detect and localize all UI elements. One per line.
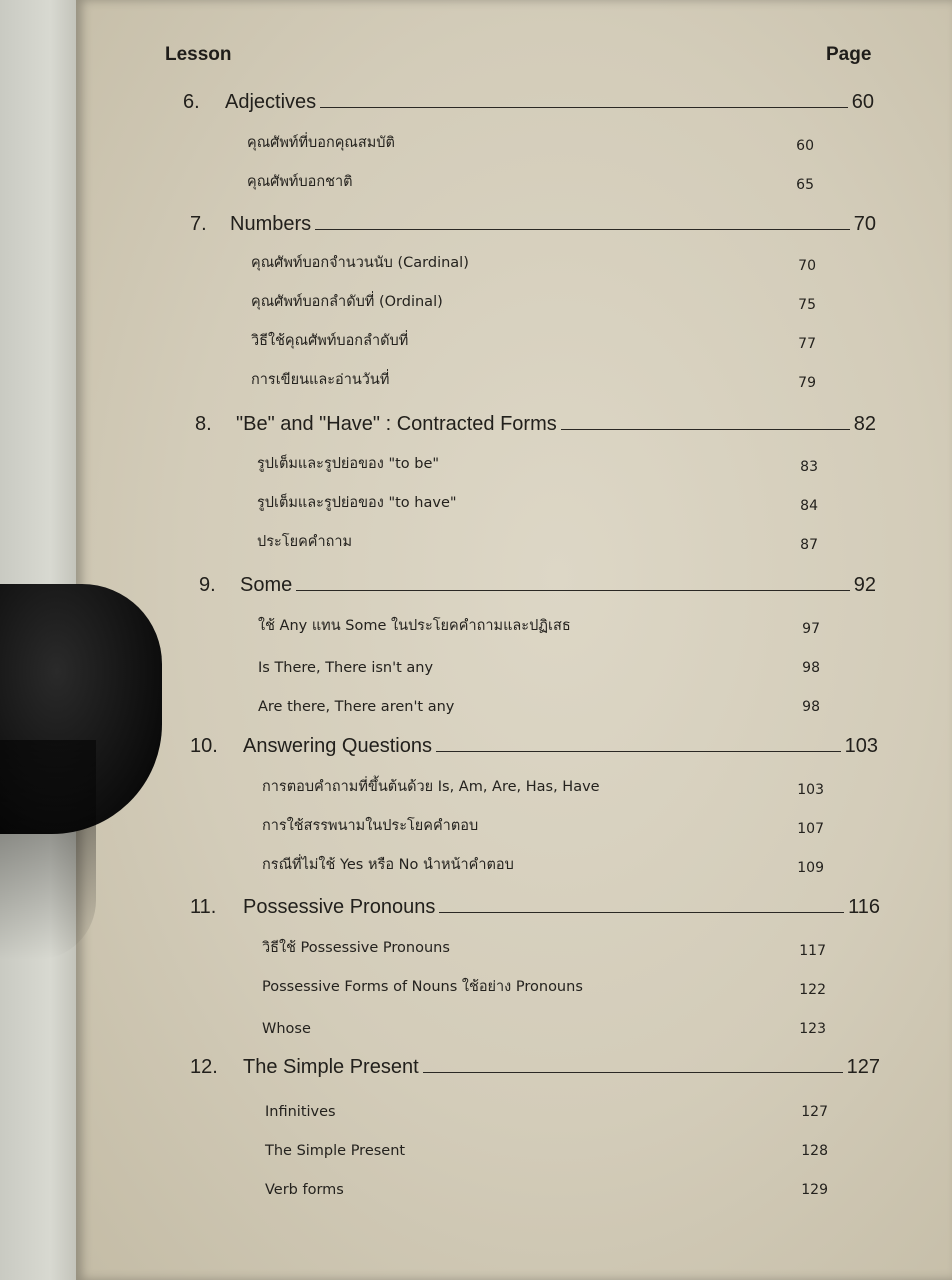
- subtopic-entry: [257, 529, 818, 553]
- subtopic-entry: [258, 613, 820, 637]
- lesson-number: 12.: [190, 1056, 218, 1078]
- lesson-entry: [183, 84, 874, 114]
- subtopic-page-number: 75: [798, 297, 816, 313]
- subtopic-entry: [262, 852, 824, 876]
- subtopic-title: กรณีที่ไม่ใช้ Yes หรือ No นำหน้าคำตอบ: [262, 857, 514, 873]
- subtopic-entry: [257, 490, 818, 514]
- subtopic-title: ใช้ Any แทน Some ในประโยคคำถามและปฏิเสธ: [258, 618, 571, 634]
- lesson-title: The Simple Present: [243, 1056, 419, 1078]
- subtopic-title: วิธีใช้ Possessive Pronouns: [262, 940, 450, 956]
- dot-leader: [436, 751, 841, 752]
- subtopic-entry: [262, 774, 824, 798]
- lesson-entry: [190, 889, 880, 919]
- subtopic-entry: [247, 130, 814, 154]
- subtopic-title: Verb forms: [265, 1182, 344, 1198]
- subtopic-entry: [251, 289, 816, 313]
- lesson-number: 8.: [195, 413, 212, 435]
- subtopic-title: คุณศัพท์บอกจำนวนนับ (Cardinal): [251, 255, 469, 271]
- subtopic-title: การตอบคำถามที่ขึ้นต้นด้วย Is, Am, Are, Has, Have: [262, 779, 600, 795]
- subtopic-page-number: 117: [799, 943, 826, 959]
- subtopic-title: การใช้สรรพนามในประโยคคำตอบ: [262, 818, 479, 834]
- subtopic-entry: [262, 935, 826, 959]
- subtopic-page-number: 83: [800, 459, 818, 475]
- lesson-page-number: 103: [844, 735, 878, 757]
- subtopic-page-number: 65: [796, 177, 814, 193]
- subtopic-entry: [257, 451, 818, 475]
- subtopic-entry: [247, 169, 814, 193]
- subtopic-title: การเขียนและอ่านวันที่: [251, 372, 390, 388]
- subtopic-entry: [262, 1013, 826, 1037]
- subtopic-entry: [258, 691, 820, 715]
- subtopic-title: รูปเต็มและรูปย่อของ "to have": [257, 495, 457, 511]
- subtopic-title: Whose: [262, 1021, 311, 1037]
- lesson-title: Answering Questions: [243, 735, 432, 757]
- lesson-entry: [190, 206, 876, 236]
- lesson-page-number: 92: [853, 574, 876, 596]
- lesson-title: "Be" and "Have" : Contracted Forms: [236, 413, 557, 435]
- lesson-page-number: 70: [853, 213, 876, 235]
- subtopic-entry: [258, 652, 820, 676]
- subtopic-title: รูปเต็มและรูปย่อของ "to be": [257, 456, 440, 472]
- lesson-number: 11.: [190, 896, 217, 918]
- subtopic-title: วิธีใช้คุณศัพท์บอกลำดับที่: [251, 333, 409, 349]
- subtopic-entry: [265, 1096, 828, 1120]
- lesson-title: Possessive Pronouns: [243, 896, 436, 918]
- lesson-entry: [199, 567, 876, 597]
- lesson-column-header: Lesson: [165, 44, 232, 65]
- dot-leader: [296, 590, 850, 591]
- subtopic-page-number: 87: [800, 537, 818, 553]
- subtopic-title: คุณศัพท์บอกลำดับที่ (Ordinal): [251, 294, 443, 310]
- lesson-page-number: 116: [848, 896, 880, 918]
- lesson-number: 6.: [183, 91, 200, 113]
- subtopic-title: The Simple Present: [265, 1143, 406, 1159]
- subtopic-entry: [251, 250, 816, 274]
- subtopic-page-number: 127: [801, 1104, 828, 1120]
- subtopic-entry: [265, 1135, 828, 1159]
- subtopic-page-number: 107: [797, 821, 824, 837]
- lesson-entry: [195, 406, 876, 436]
- subtopic-page-number: 60: [796, 138, 814, 154]
- subtopic-page-number: 123: [799, 1021, 826, 1037]
- subtopic-title: คุณศัพท์บอกชาติ: [247, 174, 353, 190]
- subtopic-entry: [251, 367, 816, 391]
- dot-leader: [315, 229, 850, 230]
- subtopic-page-number: 109: [797, 860, 824, 876]
- lesson-title: Adjectives: [225, 91, 317, 113]
- dot-leader: [561, 429, 850, 430]
- dot-leader: [439, 912, 844, 913]
- lesson-page-number: 82: [853, 413, 876, 435]
- thumb-shadow: [0, 740, 96, 960]
- lesson-number: 9.: [199, 574, 216, 596]
- lesson-entry: [190, 728, 878, 758]
- subtopic-page-number: 98: [802, 699, 820, 715]
- subtopic-page-number: 97: [802, 621, 820, 637]
- subtopic-entry: [251, 328, 816, 352]
- subtopic-page-number: 103: [797, 782, 824, 798]
- lesson-page-number: 60: [851, 91, 874, 113]
- subtopic-page-number: 122: [799, 982, 826, 998]
- subtopic-title: Possessive Forms of Nouns ใช้อย่าง Pronouns: [262, 979, 583, 995]
- lesson-number: 10.: [190, 735, 218, 757]
- page-column-header: Page: [826, 44, 872, 65]
- dot-leader: [320, 107, 848, 108]
- subtopic-title: Infinitives: [265, 1104, 336, 1120]
- lesson-title: Numbers: [230, 213, 312, 235]
- lesson-title: Some: [240, 574, 293, 596]
- subtopic-page-number: 98: [802, 660, 820, 676]
- subtopic-title: Are there, There aren't any: [258, 699, 455, 715]
- subtopic-page-number: 70: [798, 258, 816, 274]
- subtopic-page-number: 84: [800, 498, 818, 514]
- lesson-page-number: 127: [846, 1056, 880, 1078]
- dot-leader: [423, 1072, 843, 1073]
- subtopic-entry: [262, 813, 824, 837]
- subtopic-page-number: 128: [801, 1143, 828, 1159]
- lesson-entry: [190, 1049, 880, 1079]
- subtopic-page-number: 77: [798, 336, 816, 352]
- subtopic-title: ประโยคคำถาม: [257, 534, 353, 550]
- lesson-number: 7.: [190, 213, 207, 235]
- subtopic-entry: [265, 1174, 828, 1198]
- subtopic-entry: [262, 974, 826, 998]
- subtopic-title: คุณศัพท์ที่บอกคุณสมบัติ: [247, 135, 395, 151]
- subtopic-page-number: 129: [801, 1182, 828, 1198]
- subtopic-page-number: 79: [798, 375, 816, 391]
- subtopic-title: Is There, There isn't any: [258, 660, 434, 676]
